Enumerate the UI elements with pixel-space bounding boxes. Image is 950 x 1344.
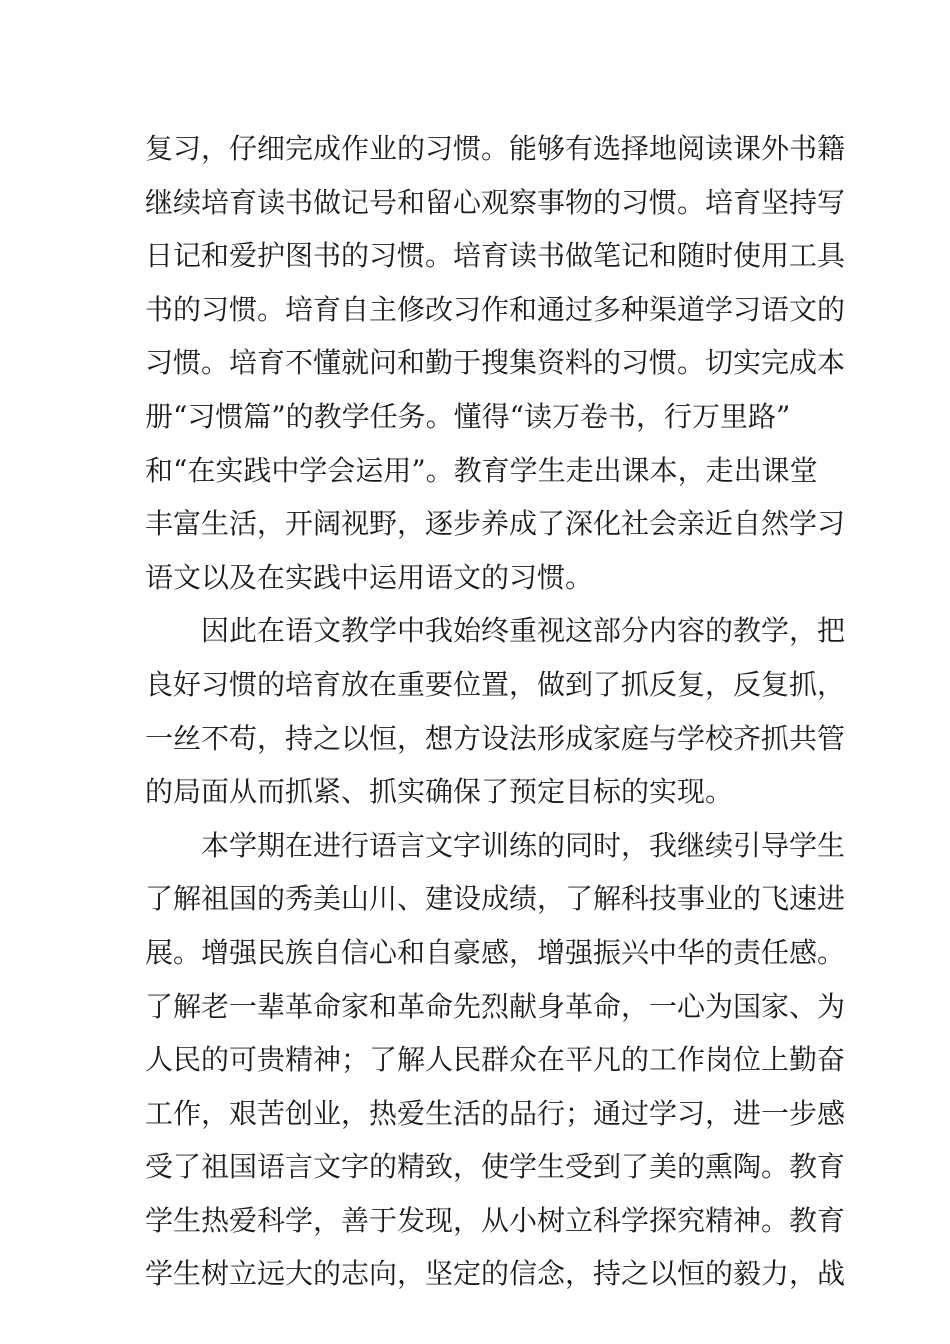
text-line: 书的习惯。培育自主修改习作和通过多种渠道学习语文的 (145, 292, 846, 326)
text-line: 丰富生活，开阔视野，逐步养成了深化社会亲近自然学习 (145, 507, 846, 541)
text-line: 日记和爱护图书的习惯。培育读书做笔记和随时使用工具 (145, 239, 846, 273)
text-line: 展。增强民族自信心和自豪感，增强振兴中华的责任感。 (145, 935, 846, 969)
text-line: 继续培育读书做记号和留心观察事物的习惯。培育坚持写 (145, 185, 846, 219)
text-line: 学生树立远大的志向，坚定的信念，持之以恒的毅力，战 (145, 1257, 846, 1291)
text-line: 工作，艰苦创业，热爱生活的品行；通过学习，进一步感 (145, 1096, 846, 1130)
text-line: 了解祖国的秀美山川、建设成绩，了解科技事业的飞速进 (145, 882, 846, 916)
text-line: 复习，仔细完成作业的习惯。能够有选择地阅读课外书籍 (145, 132, 846, 165)
text-line: 人民的可贵精神；了解人民群众在平凡的工作岗位上勤奋 (145, 1043, 846, 1077)
text-line: 习惯。培育不懂就问和勤于搜集资料的习惯。切实完成本 (145, 346, 846, 380)
paragraph-first-line: 因此在语文教学中我始终重视这部分内容的教学，把 (201, 614, 846, 648)
text-line: 受了祖国语言文字的精致，使学生受到了美的熏陶。教育 (145, 1150, 846, 1184)
text-line: 和“在实践中学会运用”。教育学生走出课本，走出课堂 (145, 453, 818, 487)
text-line: 学生热爱科学，善于发现，从小树立科学探究精神。教育 (145, 1203, 846, 1237)
text-line: 的局面从而抓紧、抓实确保了预定目标的实现。 (145, 775, 734, 809)
text-line: 册“习惯篇”的教学任务。懂得“读万卷书，行万里路” (145, 399, 791, 433)
text-line: 一丝不苟，持之以恒，想方设法形成家庭与学校齐抓共管 (145, 721, 846, 755)
text-line: 良好习惯的培育放在重要位置，做到了抓反复，反复抓， (145, 667, 846, 701)
text-line: 了解老一辈革命家和革命先烈献身革命，一心为国家、为 (145, 989, 846, 1023)
paragraph-first-line: 本学期在进行语言文字训练的同时，我继续引导学生 (201, 828, 846, 862)
body-text (145, 122, 846, 1301)
text-line: 语文以及在实践中运用语文的习惯。 (145, 560, 594, 594)
